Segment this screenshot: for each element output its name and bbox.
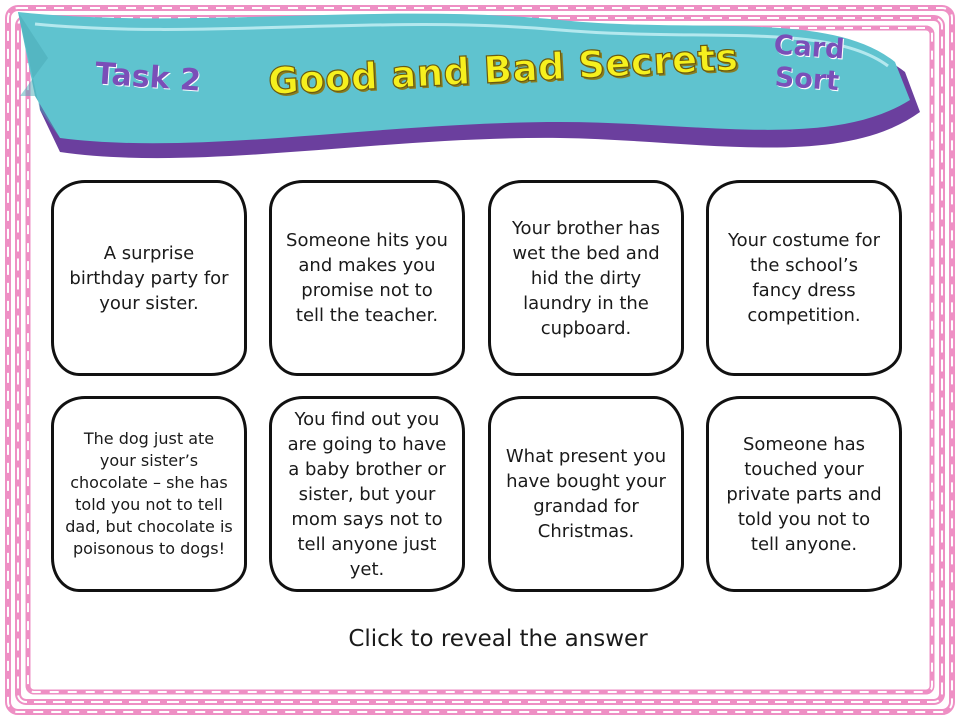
card-surprise-party[interactable] [51,180,247,376]
card-dog-chocolate[interactable] [51,396,247,592]
card-brother-wet-bed[interactable] [488,180,684,376]
card-private-parts[interactable] [706,396,902,592]
card-text: What present you have bought your grandad for Christmas. [505,446,667,542]
reveal-answer-link[interactable] [0,626,960,652]
card-someone-hits[interactable] [269,180,465,376]
page-title: Good and Bad Secrets [267,35,740,104]
reveal-answer-text: Click to reveal the answer [348,626,648,652]
card-present-grandad[interactable] [488,396,684,592]
card-text: Your costume for the school’s fancy dress competition. [728,230,880,326]
card-sort-label: Card Sort [772,29,846,98]
card-costume[interactable] [706,180,902,376]
card-text: Your brother has wet the bed and hid the dirty laundry in the cupboard. [511,217,661,339]
card-text: Someone has touched your private parts and told you not to tell anyone. [726,433,882,555]
card-text: Someone hits you and makes you promise not to tell the teacher. [286,230,448,326]
card-text: You find out you are going to have a baby brother or sister, but your mom says not to tell anyone just yet. [287,408,447,580]
card-baby-sibling[interactable] [269,396,465,592]
card-text: The dog just ate your sister’s chocolate – she has told you not to tell dad, but chocolate is poisonous to dogs! [65,429,233,558]
task-label: Task 2 [93,56,203,99]
card-text: A surprise birthday party for your sister. [69,242,229,314]
